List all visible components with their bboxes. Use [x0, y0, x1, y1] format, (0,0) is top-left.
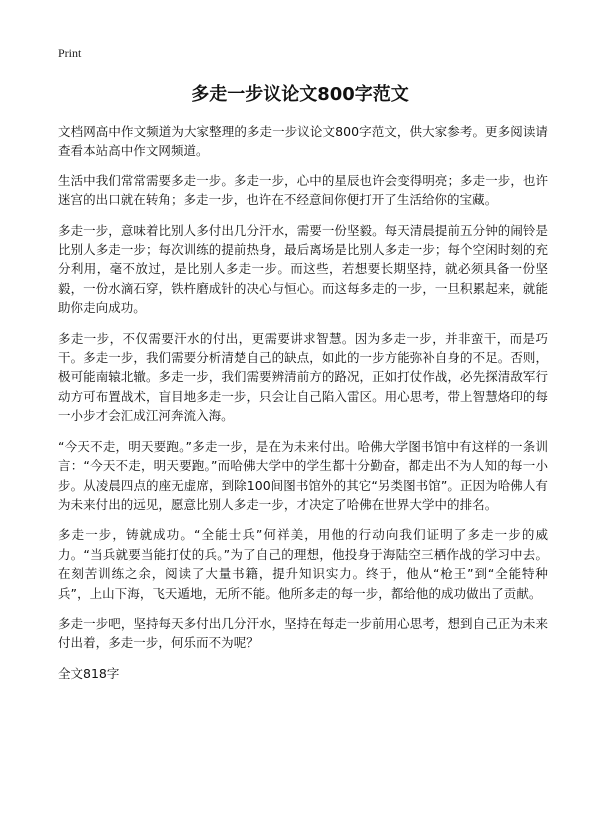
article-body [58, 122, 548, 683]
body-paragraph-2: 多走一步，意味着比别人多付出几分汗水，需要一份坚毅。每天清晨提前五分钟的闹铃是比别人多走一步；每次训练的提前热身，最后离场是比别人多走一步；每个空闲时刻的充分利用，毫不放过，是比别人多走一步。而这些，若想要长期坚持，就必须具备一份坚毅，一份水滴石穿，铁杵磨成针的决心与恒心。而这每多走的一步，一旦积累起来，就能助你走向成功。 [58, 222, 548, 316]
word-count: 全文818字 [58, 665, 120, 681]
print-link[interactable]: Print [58, 46, 82, 60]
body-paragraph-3: 多走一步，不仅需要汗水的付出，更需要讲求智慧。因为多走一步，并非蛮干，而是巧干。多走一步，我们需要分析清楚自己的缺点，如此的一步方能弥补自身的不足。否则，极可能南辕北辙。多走一步，我们需要辨清前方的路况，正如打仗作战，必先探清敌军行动方可布置战术，盲目地多走一步，只会让自己陷入雷区。用心思考，带上智慧烙印的每一小步才会汇成江河奔流入海。 [58, 330, 548, 424]
body-paragraph-5: 多走一步，铸就成功。“全能士兵”何祥美，用他的行动向我们证明了多走一步的威力。“当兵就要当能打仗的兵。”为了自己的理想，他投身于海陆空三栖作战的学习中去。在刻苦训练之余，阅读了大量书籍，提升知识实力。终于，他从“枪王”到“全能特种兵”，上山下海，飞天遁地，无所不能。他所多走的每一步，都给他的成功做出了贡献。 [58, 527, 548, 601]
body-paragraph-4: “今天不走，明天要跑。”多走一步，是在为未来付出。哈佛大学图书馆中有这样的一条训言：“今天不走，明天要跑。”而哈佛大学中的学生都十分勤奋，都走出不为人知的每一小步。从凌晨四点的座无虚席，到除100间图书馆外的其它“另类图书馆”。正因为哈佛人有为未来付出的远见，愿意比别人多走一步，才决定了哈佛在世界大学中的排名。 [58, 438, 548, 512]
intro-paragraph: 文档网高中作文频道为大家整理的多走一步议论文800字范文，供大家参考。更多阅读请查看本站高中作文网频道。 [58, 124, 548, 159]
article-title: 多走一步议论文800字范文 [191, 84, 409, 105]
conclusion-paragraph: 多走一步吧，坚持每天多付出几分汗水，坚持在每走一步前用心思考，想到自己正为未来付出着，多走一步，何乐而不为呢？ [58, 615, 548, 651]
body-paragraph-1: 生活中我们常常需要多走一步。多走一步，心中的星辰也许会变得明亮；多走一步，也许迷宫的出口就在转角；多走一步，也许在不经意间你便打开了生活给你的宝藏。 [58, 172, 548, 208]
